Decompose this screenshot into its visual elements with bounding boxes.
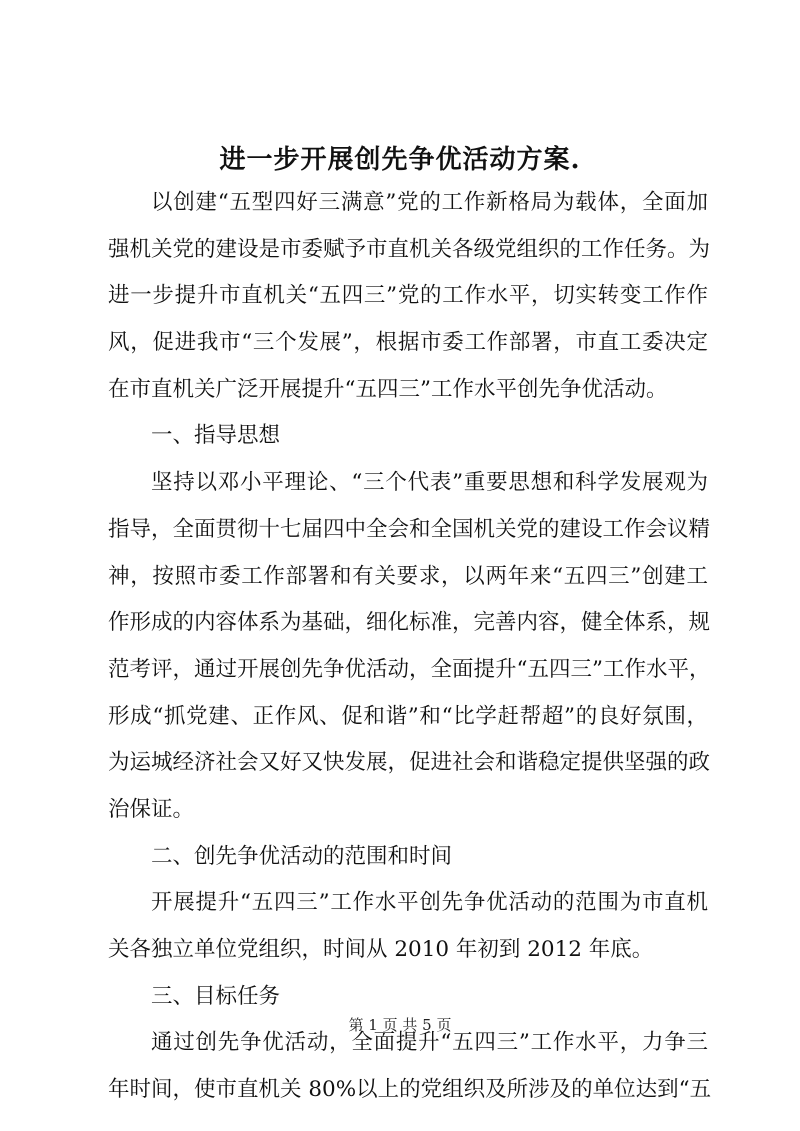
text-line: 范考评，通过开展创先争优活动，全面提升“五四三”工作水平， <box>108 656 711 682</box>
text-line: 关各独立单位党组织，时间从 2010 年初到 2012 年底。 <box>108 937 654 962</box>
text-line: 为运城经济社会又好又快发展，促进社会和谐稳定提供坚强的政 <box>108 750 711 776</box>
page-number-footer: 第 1 页 共 5 页 <box>348 1016 452 1034</box>
document-body <box>108 180 712 1114</box>
text-line: 形成“抓党建、正作风、促和谐”和“比学赶帮超”的良好氛围， <box>108 703 708 729</box>
text-line: 神，按照市委工作部署和有关要求，以两年来“五四三”创建工 <box>108 563 708 589</box>
paragraph-scope-and-time <box>108 880 708 973</box>
text-line: 指导，全面贯彻十七届四中全会和全国机关党的建设工作会议精 <box>108 516 711 542</box>
text-line: 治保证。 <box>108 796 195 822</box>
text-line: 强机关党的建设是市委赋予市直机关各级党组织的工作任务。为 <box>108 236 711 262</box>
text-line: 作形成的内容体系为基础，细化标准，完善内容，健全体系，规 <box>108 610 711 636</box>
text-line: 以创建“五型四好三满意”党的工作新格局为载体，全面加 <box>151 190 708 215</box>
text-line: 通过创先争优活动，全面提升“五四三”工作水平，力争三 <box>151 1030 708 1056</box>
text-line: 年时间，使市直机关 80%以上的党组织及所涉及的单位达到“五 <box>108 1077 712 1103</box>
section-heading-guiding-ideology <box>108 413 708 460</box>
text-line: 开展提升“五四三”工作水平创先争优活动的范围为市直机 <box>151 890 708 916</box>
text-line: 在市直机关广泛开展提升“五四三”工作水平创先争优活动。 <box>108 376 668 402</box>
text-line: 进一步提升市直机关“五四三”党的工作水平，切实转变工作作 <box>108 283 708 309</box>
paragraph-intro <box>108 180 711 413</box>
document-title: 进一步开展创先争优活动方案. <box>219 145 581 175</box>
text-line: 一、指导思想 <box>151 423 281 449</box>
section-heading-scope-and-time <box>108 834 708 881</box>
text-line: 二、创先争优活动的范围和时间 <box>151 843 453 869</box>
text-line: 风，促进我市“三个发展”，根据市委工作部署，市直工委决定 <box>108 330 708 356</box>
paragraph-guiding-ideology <box>108 460 711 834</box>
text-line: 坚持以邓小平理论、“三个代表”重要思想和科学发展观为 <box>151 470 708 496</box>
text-line: 三、目标任务 <box>151 983 281 1009</box>
